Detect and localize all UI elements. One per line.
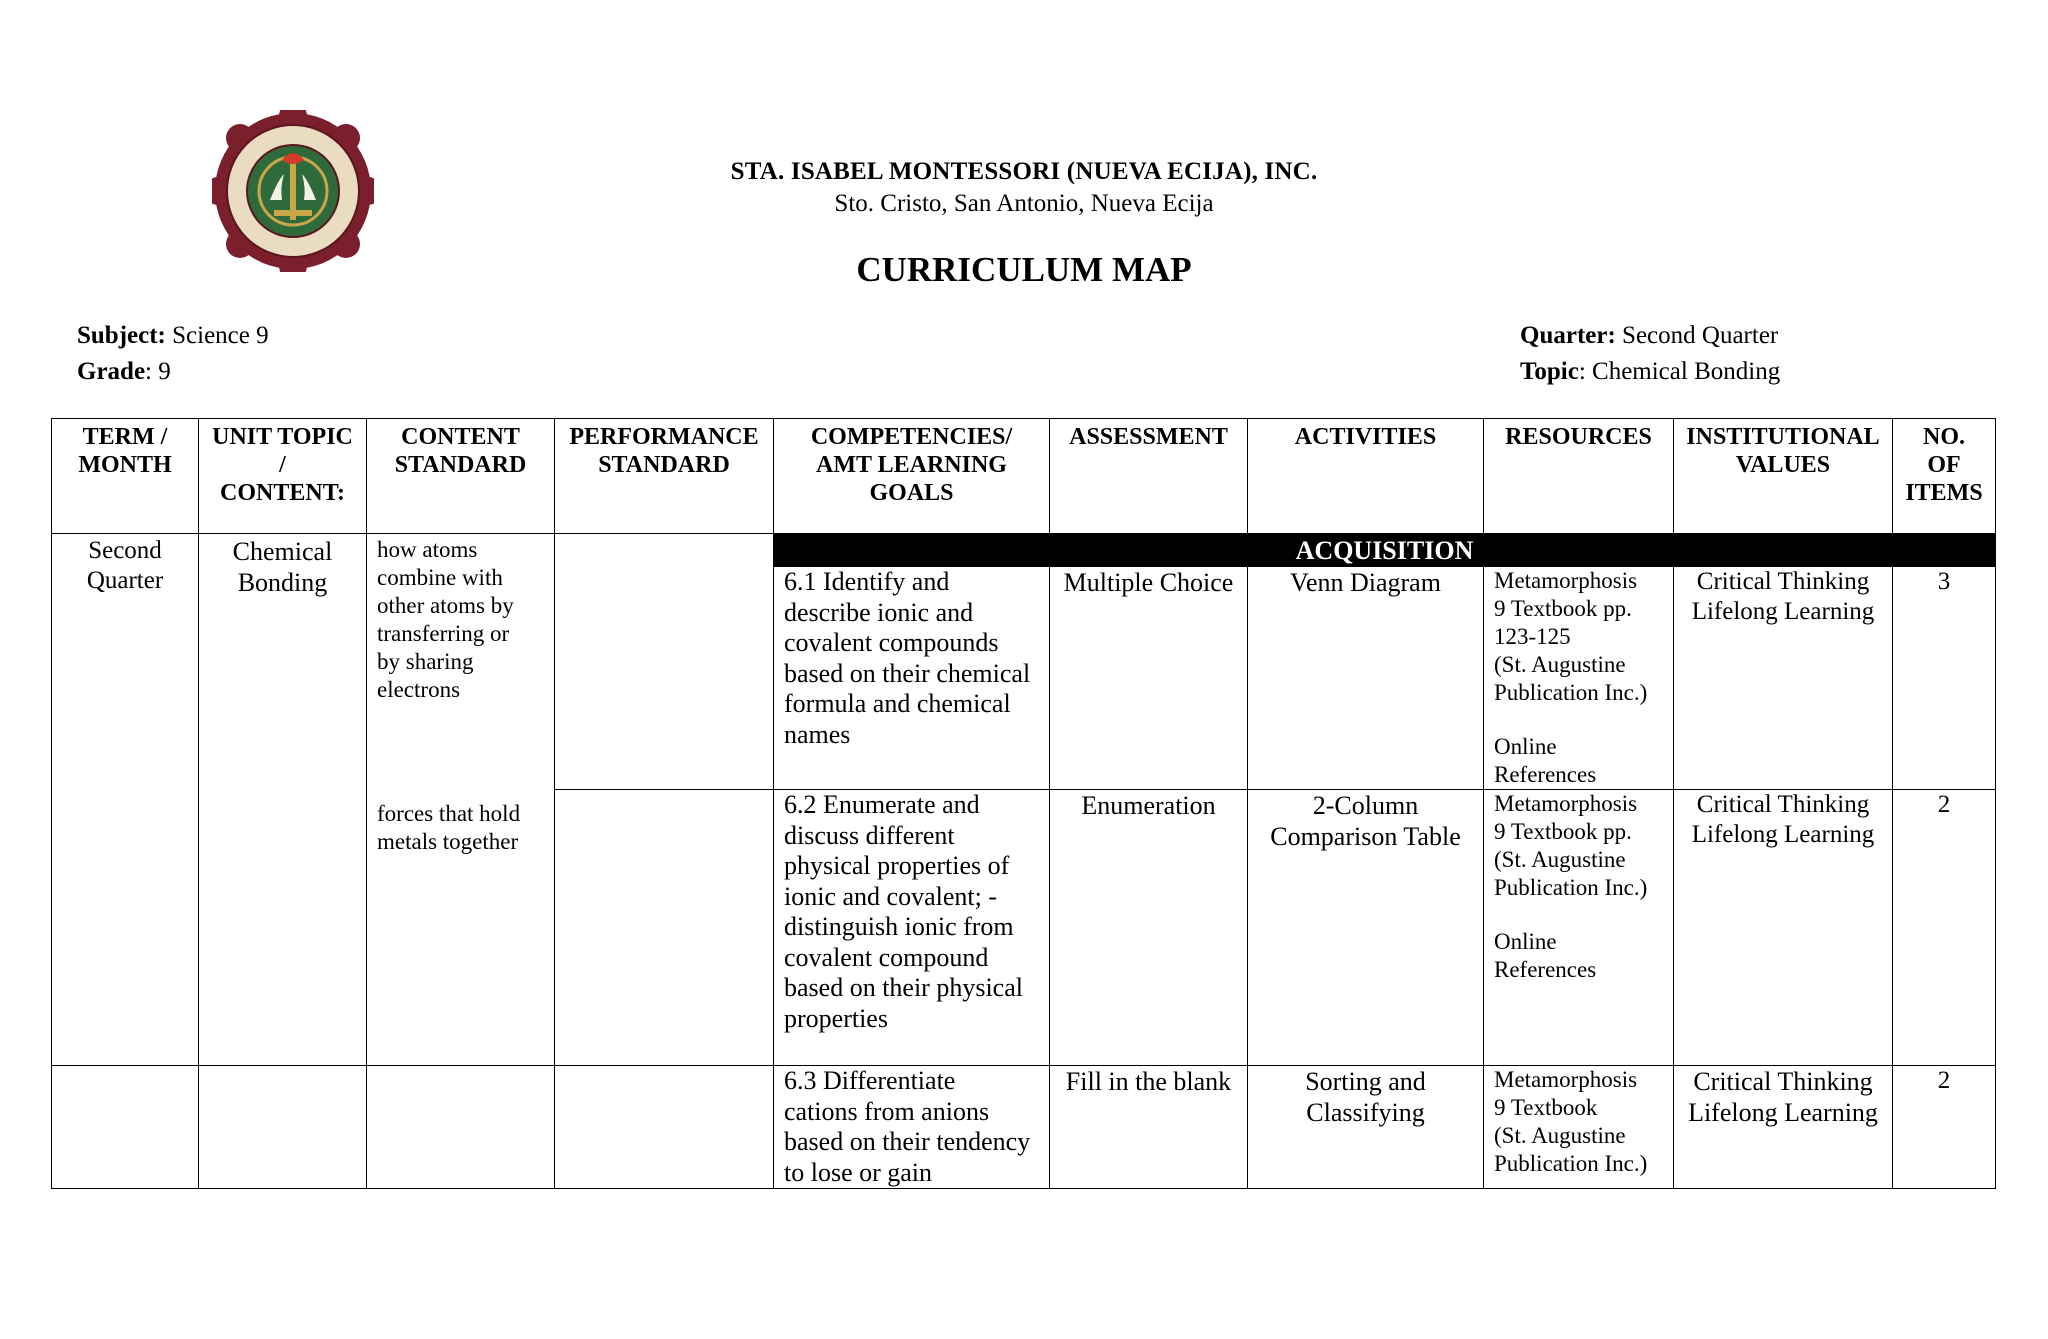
header-assessment <box>1050 419 1248 534</box>
grade-label: Grade <box>77 358 146 385</box>
school-name: STA. ISABEL MONTESSORI (NUEVA ECIJA), INC. <box>730 158 1318 185</box>
items-cell: 2 <box>1893 1066 1996 1189</box>
text-line: AMT LEARNING <box>816 452 1007 478</box>
text-line: based on their chemical <box>784 658 1031 688</box>
text-line: Publication Inc.) <box>1494 1151 1648 1176</box>
grade-value: : 9 <box>145 358 171 385</box>
text-line: 2-Column <box>1312 791 1419 820</box>
text-line: Second <box>88 537 162 564</box>
text-line: Critical Thinking <box>1693 1067 1873 1096</box>
text-line: Lifelong Learning <box>1691 821 1875 848</box>
text-line: metals together <box>377 829 519 854</box>
text-line: Bonding <box>237 568 328 597</box>
text-line: Venn Diagram <box>1290 568 1441 597</box>
competency-cell <box>774 1066 1050 1189</box>
subject-label: Subject: <box>77 322 166 349</box>
text-line: CONTENT <box>401 424 520 450</box>
text-line: to lose or gain <box>784 1157 933 1187</box>
text-line: INSTITUTIONAL <box>1686 424 1880 450</box>
meta-right <box>1520 318 1780 390</box>
text-line: VALUES <box>1735 452 1831 478</box>
text-line: Publication Inc.) <box>1494 875 1648 900</box>
quarter-label: Quarter: <box>1520 322 1616 349</box>
table-row <box>52 1066 1996 1189</box>
items-cell: 2 <box>1893 790 1996 1066</box>
text-line: References <box>1494 762 1597 787</box>
assessment-cell: Enumeration <box>1050 790 1248 1066</box>
text-line: discuss different <box>784 820 955 850</box>
resources-cell <box>1484 790 1674 1066</box>
topic-label: Topic <box>1520 358 1579 385</box>
term-cell <box>52 534 199 1066</box>
text-line: / <box>279 452 286 478</box>
content-standard-2 <box>377 800 544 856</box>
text-line: by sharing <box>377 649 474 674</box>
quarter-line <box>1520 318 1780 354</box>
text-line: PERFORMANCE <box>569 424 759 450</box>
text-line: References <box>1494 957 1597 982</box>
text-line: 9 Textbook pp. <box>1494 596 1632 621</box>
text-line: properties <box>784 1003 888 1033</box>
text-line: Chemical <box>232 537 333 566</box>
activities-cell <box>1248 790 1484 1066</box>
performance-standard-cell-3 <box>555 1066 774 1189</box>
content-standard-cell-empty <box>367 1066 555 1189</box>
text-line: names <box>784 719 851 749</box>
meta-left <box>77 318 269 390</box>
grade-line <box>77 354 269 390</box>
text-line: 9 Textbook pp. <box>1494 819 1632 844</box>
text-line: COMPETENCIES/ <box>810 424 1013 450</box>
header-performance-standard <box>555 419 774 534</box>
text-line: covalent compound <box>784 942 989 972</box>
text-line: how atoms <box>377 537 478 562</box>
text-line: STANDARD <box>394 452 527 478</box>
text-line: Metamorphosis <box>1494 568 1638 593</box>
text-line: covalent compounds <box>784 628 999 657</box>
header-no-of-items <box>1893 419 1996 534</box>
performance-standard-cell-2 <box>555 790 774 1066</box>
text-line: UNIT TOPIC <box>212 424 353 450</box>
resources-cell <box>1484 1066 1674 1189</box>
text-line: ASSESSMENT <box>1069 424 1228 450</box>
activities-cell <box>1248 567 1484 790</box>
text-line: cations from anions <box>784 1096 990 1126</box>
text-line: other atoms by <box>377 593 514 618</box>
text-line: combine with <box>377 565 503 590</box>
header-row <box>52 419 1996 534</box>
text-line: (St. Augustine <box>1494 847 1626 872</box>
text-line: distinguish ionic from <box>784 912 1014 941</box>
assessment-cell: Fill in the blank <box>1050 1066 1248 1189</box>
text-line: RESOURCES <box>1505 424 1652 450</box>
values-cell <box>1674 1066 1893 1189</box>
text-line: ionic and covalent; - <box>784 881 997 911</box>
topic-value: : Chemical Bonding <box>1578 358 1781 385</box>
resources-cell <box>1484 567 1674 790</box>
text-line: STANDARD <box>598 452 730 478</box>
header-unit-topic <box>199 419 367 534</box>
competency-cell <box>774 790 1050 1066</box>
assessment-cell: Multiple Choice <box>1050 567 1248 790</box>
section-acquisition: ACQUISITION <box>774 534 1996 567</box>
text-line: Critical Thinking <box>1696 791 1870 818</box>
text-line: Quarter <box>86 567 164 594</box>
activities-cell <box>1248 1066 1484 1189</box>
text-line: Lifelong Learning <box>1691 598 1875 625</box>
text-line: OF <box>1927 452 1961 478</box>
text-line: 123-125 <box>1494 624 1571 649</box>
text-line: describe ionic and <box>784 597 974 627</box>
text-line: Sorting and <box>1305 1067 1426 1096</box>
header-content-standard <box>367 419 555 534</box>
text-line: MONTH <box>78 452 172 478</box>
text-line: TERM / <box>82 424 168 450</box>
header-resources <box>1484 419 1674 534</box>
items-cell: 3 <box>1893 567 1996 790</box>
text-line: Metamorphosis <box>1494 791 1638 816</box>
text-line: Metamorphosis <box>1494 1067 1638 1092</box>
quarter-value: Second Quarter <box>1622 322 1779 349</box>
unit-topic-cell <box>199 534 367 1066</box>
text-line: ITEMS <box>1905 480 1983 506</box>
text-line: Comparison Table <box>1270 822 1461 851</box>
text-line: electrons <box>377 677 461 702</box>
text-line: Online <box>1494 734 1557 759</box>
unit-topic-cell-empty <box>199 1066 367 1189</box>
header-institutional-values <box>1674 419 1893 534</box>
acquisition-row <box>52 534 1996 567</box>
values-cell <box>1674 790 1893 1066</box>
text-line: transferring or <box>377 621 510 646</box>
text-line: formula and chemical <box>784 689 1011 718</box>
text-line: NO. <box>1923 424 1965 450</box>
text-line: Online <box>1494 929 1557 954</box>
values-cell <box>1674 567 1893 790</box>
text-line: 9 Textbook <box>1494 1095 1598 1120</box>
curriculum-map-table <box>51 418 1996 1189</box>
text-line: physical properties of <box>784 851 1010 880</box>
header-activities <box>1248 419 1484 534</box>
text-line: 6.2 Enumerate and <box>784 790 980 819</box>
subject-value: Science 9 <box>172 322 269 349</box>
text-line: 6.1 Identify and <box>784 567 950 596</box>
text-line: forces that hold <box>377 801 521 826</box>
text-line: (St. Augustine <box>1494 652 1626 677</box>
content-standard-1 <box>377 536 544 704</box>
text-line: (St. Augustine <box>1494 1123 1626 1148</box>
subject-line <box>77 318 269 354</box>
school-address: Sto. Cristo, San Antonio, Nueva Ecija <box>834 190 1214 217</box>
competency-cell <box>774 567 1050 790</box>
header-term <box>52 419 199 534</box>
text-line: CONTENT: <box>220 480 345 506</box>
header-competencies <box>774 419 1050 534</box>
document-title: CURRICULUM MAP <box>856 250 1192 289</box>
text-line: Lifelong Learning <box>1688 1098 1878 1127</box>
text-line: ACTIVITIES <box>1294 424 1437 450</box>
text-line: 6.3 Differentiate <box>784 1066 956 1095</box>
performance-standard-cell-1 <box>555 534 774 790</box>
text-line: Classifying <box>1306 1098 1425 1127</box>
text-line: Publication Inc.) <box>1494 680 1648 705</box>
text-line: Critical Thinking <box>1696 568 1870 595</box>
text-line: GOALS <box>869 480 954 506</box>
text-line: based on their tendency <box>784 1127 1031 1156</box>
text-line: based on their physical <box>784 973 1023 1002</box>
content-standard-cell <box>367 534 555 1066</box>
term-cell-empty <box>52 1066 199 1189</box>
topic-line <box>1520 354 1780 390</box>
